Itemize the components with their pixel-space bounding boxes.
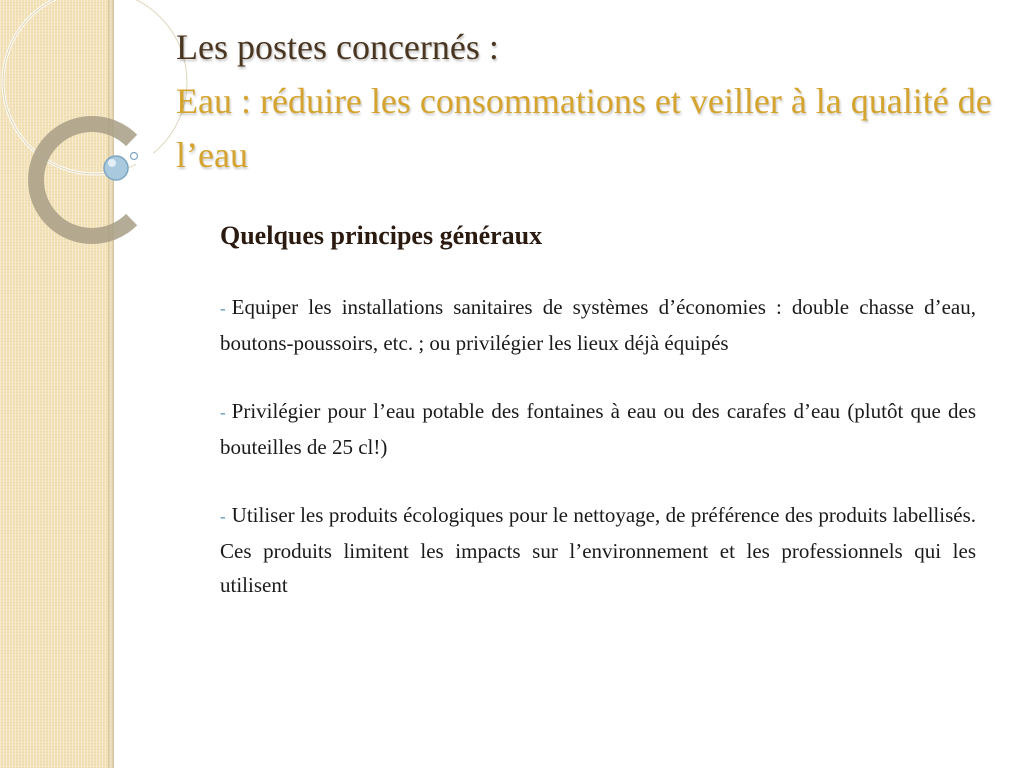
bullet-text: Privilégier pour l’eau potable des fontaines à eau ou des carafes d’eau (plutôt que des bouteilles de 25 cl!): [220, 399, 976, 459]
bullet-text: Utiliser les produits écologiques pour le nettoyage, de préférence des produits labellisés. Ces produits limitent les impacts sur l’environnement et les professionnels qui les utilisent: [220, 503, 976, 597]
bullet-marker: -: [220, 403, 226, 422]
bullet-marker: -: [220, 507, 226, 526]
slide-subtitle: Eau : réduire les consommations et veiller à la qualité de l’eau: [176, 81, 992, 175]
bullet-marker: -: [220, 299, 226, 318]
bullet-item: [220, 290, 976, 360]
bullet-item: [220, 394, 976, 464]
slide-title: Les postes concernés :: [176, 27, 499, 67]
bullet-text: Equiper les installations sanitaires de systèmes d’économies : double chasse d’eau, boutons-poussoirs, etc. ; ou privilégier les lieux déjà équipés: [220, 295, 976, 355]
title-block: [176, 20, 996, 182]
bullet-item: [220, 498, 976, 602]
content-area: [220, 214, 976, 636]
circles-ornament-icon: [0, 0, 200, 260]
section-heading: Quelques principes généraux: [220, 221, 543, 250]
